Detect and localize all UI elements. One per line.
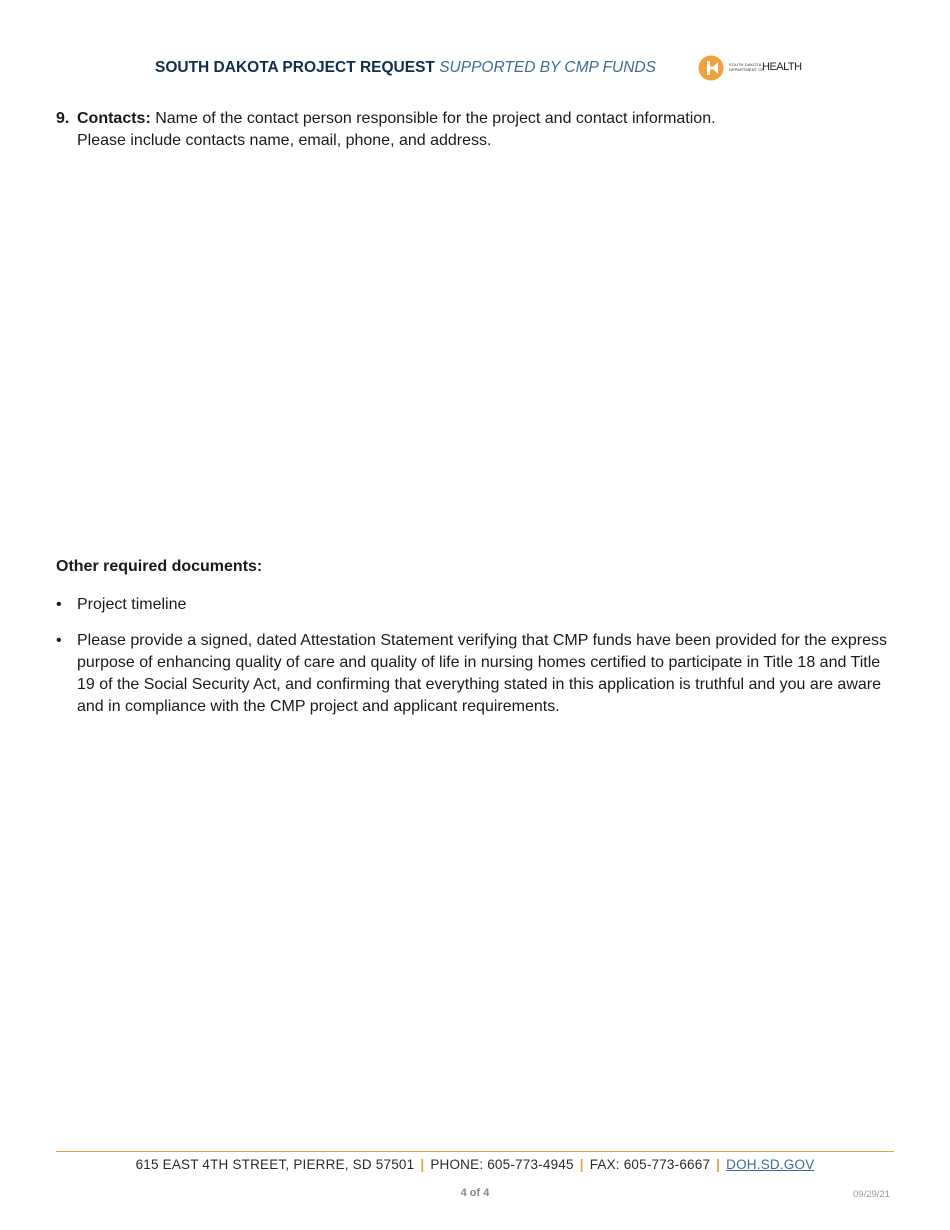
revision-date: 09/29/21 [853,1189,890,1200]
required-documents-list [56,594,896,732]
page-header [0,54,950,84]
bullet-icon: • [56,596,62,613]
other-documents-heading: Other required documents: [56,558,263,575]
health-logo-icon [698,55,724,81]
question-body [77,108,816,152]
footer-address: 615 EAST 4TH STREET, PIERRE, SD 57501 [135,1157,415,1172]
list-item [56,594,896,616]
footer-separator: | [579,1157,584,1172]
list-item-text: Project timeline [77,596,187,613]
list-item [56,630,896,718]
document-title [155,59,656,77]
question-number: 9. [56,110,70,127]
bullet-icon: • [56,632,62,649]
footer-separator: | [420,1157,425,1172]
footer-divider [56,1151,894,1152]
website-link[interactable]: DOH.SD.GOV [726,1157,815,1172]
logo-small-text: SOUTH DAKOTA DEPARTMENT OF [729,62,765,72]
question-text-line2: Please include contacts name, email, phone, and address. [77,132,492,149]
title-italic: SUPPORTED BY CMP FUNDS [439,59,656,76]
footer-phone: PHONE: 605-773-4945 [430,1157,574,1172]
title-bold: SOUTH DAKOTA PROJECT REQUEST [155,59,435,76]
list-item-text: Please provide a signed, dated Attestation Statement verifying that CMP funds have been provided for the express purpose of enhancing quality of care and quality of life in nursing homes certified to participate in Title 18 and Title 19 of the Social Security Act, and confirming that everything stated in this application is truthful and you are aware and in compliance with the CMP project and applicant requirements. [77,632,887,715]
question-text-line1: Name of the contact person responsible for the project and contact information. [150,110,716,127]
footer-fax: FAX: 605-773-6667 [589,1157,711,1172]
sd-health-logo [698,54,808,82]
page-number: 4 of 4 [460,1187,490,1199]
question-label: Contacts: [77,110,151,127]
footer-separator: | [716,1157,721,1172]
question-9-contacts [56,108,816,152]
footer-contact [0,1157,950,1172]
logo-health-text: HEALTH [762,61,802,73]
